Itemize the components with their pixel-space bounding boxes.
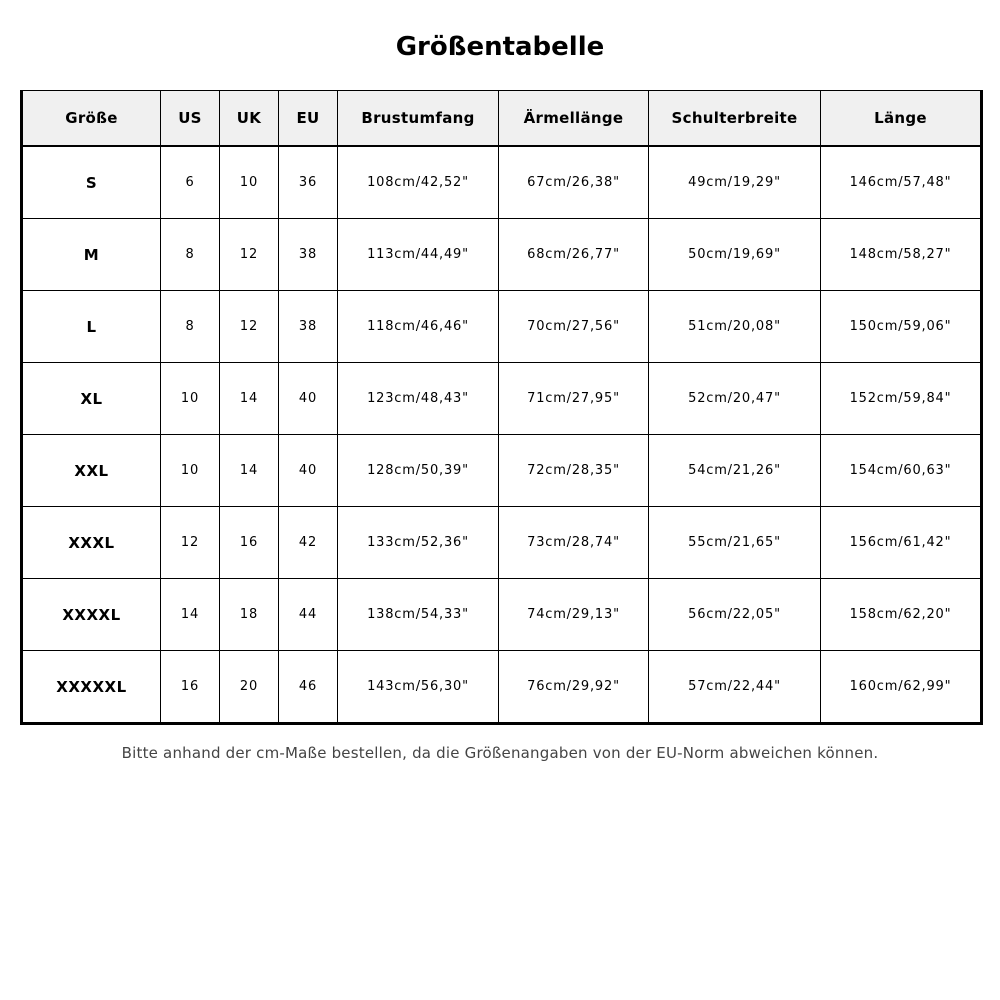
cell-length: 150cm/59,06" xyxy=(821,291,982,363)
cell-sleeve: 71cm/27,95" xyxy=(499,363,649,435)
cell-size: XXXXL xyxy=(22,579,161,651)
cell-size: XXXL xyxy=(22,507,161,579)
size-chart-table xyxy=(20,90,983,725)
header-length: Länge xyxy=(821,91,982,147)
cell-shoulder: 57cm/22,44" xyxy=(649,651,821,724)
table-body xyxy=(22,146,982,724)
cell-eu: 38 xyxy=(279,291,338,363)
cell-sleeve: 74cm/29,13" xyxy=(499,579,649,651)
cell-length: 146cm/57,48" xyxy=(821,146,982,219)
cell-shoulder: 49cm/19,29" xyxy=(649,146,821,219)
cell-shoulder: 54cm/21,26" xyxy=(649,435,821,507)
table-row xyxy=(22,146,982,219)
table-row xyxy=(22,435,982,507)
table-row xyxy=(22,219,982,291)
cell-shoulder: 55cm/21,65" xyxy=(649,507,821,579)
header-uk: UK xyxy=(220,91,279,147)
cell-us: 10 xyxy=(161,435,220,507)
cell-us: 16 xyxy=(161,651,220,724)
cell-sleeve: 76cm/29,92" xyxy=(499,651,649,724)
cell-eu: 40 xyxy=(279,435,338,507)
table-row xyxy=(22,363,982,435)
cell-eu: 38 xyxy=(279,219,338,291)
cell-chest: 133cm/52,36" xyxy=(338,507,499,579)
cell-uk: 12 xyxy=(220,291,279,363)
cell-us: 8 xyxy=(161,219,220,291)
cell-eu: 42 xyxy=(279,507,338,579)
table-row xyxy=(22,651,982,724)
cell-shoulder: 50cm/19,69" xyxy=(649,219,821,291)
cell-uk: 16 xyxy=(220,507,279,579)
cell-shoulder: 52cm/20,47" xyxy=(649,363,821,435)
cell-chest: 138cm/54,33" xyxy=(338,579,499,651)
header-chest: Brustumfang xyxy=(338,91,499,147)
cell-us: 14 xyxy=(161,579,220,651)
cell-eu: 40 xyxy=(279,363,338,435)
header-us: US xyxy=(161,91,220,147)
cell-size: XXXXXL xyxy=(22,651,161,724)
cell-size: S xyxy=(22,146,161,219)
cell-chest: 108cm/42,52" xyxy=(338,146,499,219)
cell-uk: 20 xyxy=(220,651,279,724)
table-row xyxy=(22,507,982,579)
cell-sleeve: 67cm/26,38" xyxy=(499,146,649,219)
cell-uk: 10 xyxy=(220,146,279,219)
cell-length: 158cm/62,20" xyxy=(821,579,982,651)
cell-shoulder: 56cm/22,05" xyxy=(649,579,821,651)
header-eu: EU xyxy=(279,91,338,147)
cell-sleeve: 73cm/28,74" xyxy=(499,507,649,579)
cell-chest: 143cm/56,30" xyxy=(338,651,499,724)
cell-chest: 128cm/50,39" xyxy=(338,435,499,507)
cell-uk: 12 xyxy=(220,219,279,291)
cell-length: 160cm/62,99" xyxy=(821,651,982,724)
table-header-row xyxy=(22,91,982,147)
cell-eu: 44 xyxy=(279,579,338,651)
cell-us: 8 xyxy=(161,291,220,363)
page-title: Größentabelle xyxy=(395,32,605,62)
cell-size: M xyxy=(22,219,161,291)
header-sleeve: Ärmellänge xyxy=(499,91,649,147)
cell-size: L xyxy=(22,291,161,363)
cell-us: 6 xyxy=(161,146,220,219)
header-size: Größe xyxy=(22,91,161,147)
cell-length: 154cm/60,63" xyxy=(821,435,982,507)
cell-eu: 46 xyxy=(279,651,338,724)
cell-chest: 123cm/48,43" xyxy=(338,363,499,435)
cell-length: 152cm/59,84" xyxy=(821,363,982,435)
cell-sleeve: 72cm/28,35" xyxy=(499,435,649,507)
cell-length: 148cm/58,27" xyxy=(821,219,982,291)
cell-sleeve: 68cm/26,77" xyxy=(499,219,649,291)
cell-size: XL xyxy=(22,363,161,435)
cell-length: 156cm/61,42" xyxy=(821,507,982,579)
cell-chest: 118cm/46,46" xyxy=(338,291,499,363)
table-row xyxy=(22,291,982,363)
sizing-note: Bitte anhand der cm-Maße bestellen, da die Größenangaben von der EU-Norm abweichen können. xyxy=(121,744,879,762)
cell-eu: 36 xyxy=(279,146,338,219)
cell-size: XXL xyxy=(22,435,161,507)
cell-us: 10 xyxy=(161,363,220,435)
table-row xyxy=(22,579,982,651)
cell-sleeve: 70cm/27,56" xyxy=(499,291,649,363)
cell-shoulder: 51cm/20,08" xyxy=(649,291,821,363)
cell-uk: 14 xyxy=(220,435,279,507)
cell-chest: 113cm/44,49" xyxy=(338,219,499,291)
cell-uk: 18 xyxy=(220,579,279,651)
header-shoulder: Schulterbreite xyxy=(649,91,821,147)
cell-us: 12 xyxy=(161,507,220,579)
cell-uk: 14 xyxy=(220,363,279,435)
